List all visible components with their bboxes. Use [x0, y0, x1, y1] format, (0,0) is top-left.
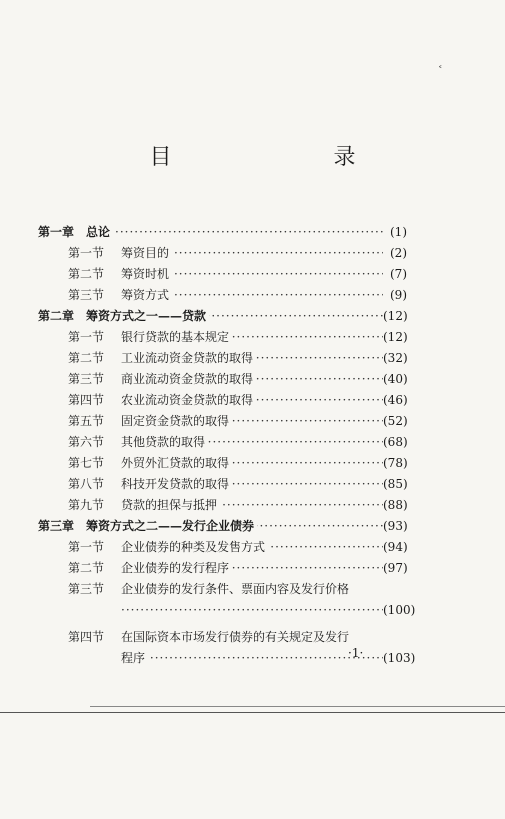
toc-page: (12) — [383, 309, 408, 323]
toc-page: (2) — [390, 246, 407, 260]
toc-label: 程序 — [121, 648, 148, 669]
toc-section[interactable] — [0, 432, 505, 453]
toc-page: (9) — [390, 288, 407, 302]
page-number: ·1· — [348, 646, 364, 660]
toc-section-number: 第五节 — [68, 414, 105, 428]
toc-section-number: 第一节 — [68, 540, 105, 554]
scan-speck: ˂ — [438, 66, 443, 76]
toc-section[interactable] — [0, 579, 505, 600]
table-of-contents — [0, 222, 505, 669]
toc-label: 固定资金贷款的取得 — [121, 411, 232, 432]
toc-section-number: 第四节 — [68, 393, 105, 407]
toc-section[interactable] — [0, 558, 505, 579]
toc-label: 筹资方式 — [121, 285, 172, 306]
toc-page: (97) — [383, 561, 408, 575]
toc-section-number: 第三节 — [68, 582, 105, 596]
toc-label: 企业债券的种类及发售方式 — [121, 537, 268, 558]
toc-label: 第三章 筹资方式之二——发行企业债券 — [38, 516, 257, 537]
toc-section-number: 第三节 — [68, 372, 105, 386]
toc-page: (1) — [390, 225, 407, 239]
toc-section-number: 第八节 — [68, 477, 105, 491]
toc-section-number: 第一节 — [68, 246, 105, 260]
toc-page: (12) — [383, 330, 408, 344]
toc-label: 其他贷款的取得 — [121, 432, 208, 453]
toc-label: 银行贷款的基本规定 — [121, 327, 232, 348]
toc-page: (68) — [383, 435, 408, 449]
toc-page: (7) — [390, 267, 407, 281]
toc-section[interactable] — [0, 390, 505, 411]
toc-label: 贷款的担保与抵押 — [121, 495, 220, 516]
toc-label: 第一章 总论 — [38, 222, 113, 243]
toc-section[interactable] — [0, 627, 505, 648]
toc-page: (46) — [383, 393, 408, 407]
toc-chapter-2[interactable] — [0, 306, 505, 327]
toc-label: 工业流动资金贷款的取得 — [121, 348, 256, 369]
scan-edge-line — [90, 706, 505, 707]
toc-page: (103) — [383, 651, 416, 665]
toc-section-number: 第六节 — [68, 435, 105, 449]
toc-label: 农业流动资金贷款的取得 — [121, 390, 256, 411]
page-title: 目 录 — [149, 145, 426, 170]
toc-label: 企业债券的发行程序 — [121, 558, 232, 579]
toc-page: (52) — [383, 414, 408, 428]
toc-page: (94) — [383, 540, 408, 554]
toc-section-number: 第九节 — [68, 498, 105, 512]
toc-label: 科技开发贷款的取得 — [121, 474, 232, 495]
toc-section[interactable] — [0, 243, 505, 264]
toc-section[interactable] — [0, 495, 505, 516]
toc-page: (93) — [383, 519, 408, 533]
toc-section-continuation[interactable] — [0, 648, 505, 669]
toc-label: 企业债券的发行条件、票面内容及发行价格 — [121, 579, 352, 600]
toc-section[interactable] — [0, 327, 505, 348]
toc-section-continuation[interactable] — [0, 600, 505, 621]
toc-section-number: 第三节 — [68, 288, 105, 302]
toc-section-number: 第一节 — [68, 330, 105, 344]
toc-section[interactable] — [0, 474, 505, 495]
scan-edge-line — [0, 712, 505, 713]
toc-label: 在国际资本市场发行债券的有关规定及发行 — [121, 627, 352, 648]
toc-page: (32) — [383, 351, 408, 365]
toc-label: 外贸外汇贷款的取得 — [121, 453, 232, 474]
toc-section[interactable] — [0, 411, 505, 432]
toc-section[interactable] — [0, 453, 505, 474]
toc-page: (88) — [383, 498, 408, 512]
toc-section-number: 第二节 — [68, 267, 105, 281]
toc-section-number: 第二节 — [68, 561, 105, 575]
toc-section[interactable] — [0, 348, 505, 369]
toc-section[interactable] — [0, 285, 505, 306]
toc-section-number: 第二节 — [68, 351, 105, 365]
toc-page: (40) — [383, 372, 408, 386]
toc-label: 筹资时机 — [121, 264, 172, 285]
toc-section[interactable] — [0, 264, 505, 285]
toc-label: 第二章 筹资方式之一——贷款 — [38, 306, 209, 327]
toc-section[interactable] — [0, 537, 505, 558]
toc-label: 商业流动资金贷款的取得 — [121, 369, 256, 390]
toc-page: (78) — [383, 456, 408, 470]
toc-chapter-3[interactable] — [0, 516, 505, 537]
toc-label: 筹资目的 — [121, 243, 172, 264]
toc-chapter-1[interactable] — [0, 222, 505, 243]
toc-section-number: 第七节 — [68, 456, 105, 470]
toc-page: (100) — [383, 603, 416, 617]
toc-page: (85) — [383, 477, 408, 491]
toc-section-number: 第四节 — [68, 630, 105, 644]
toc-section[interactable] — [0, 369, 505, 390]
